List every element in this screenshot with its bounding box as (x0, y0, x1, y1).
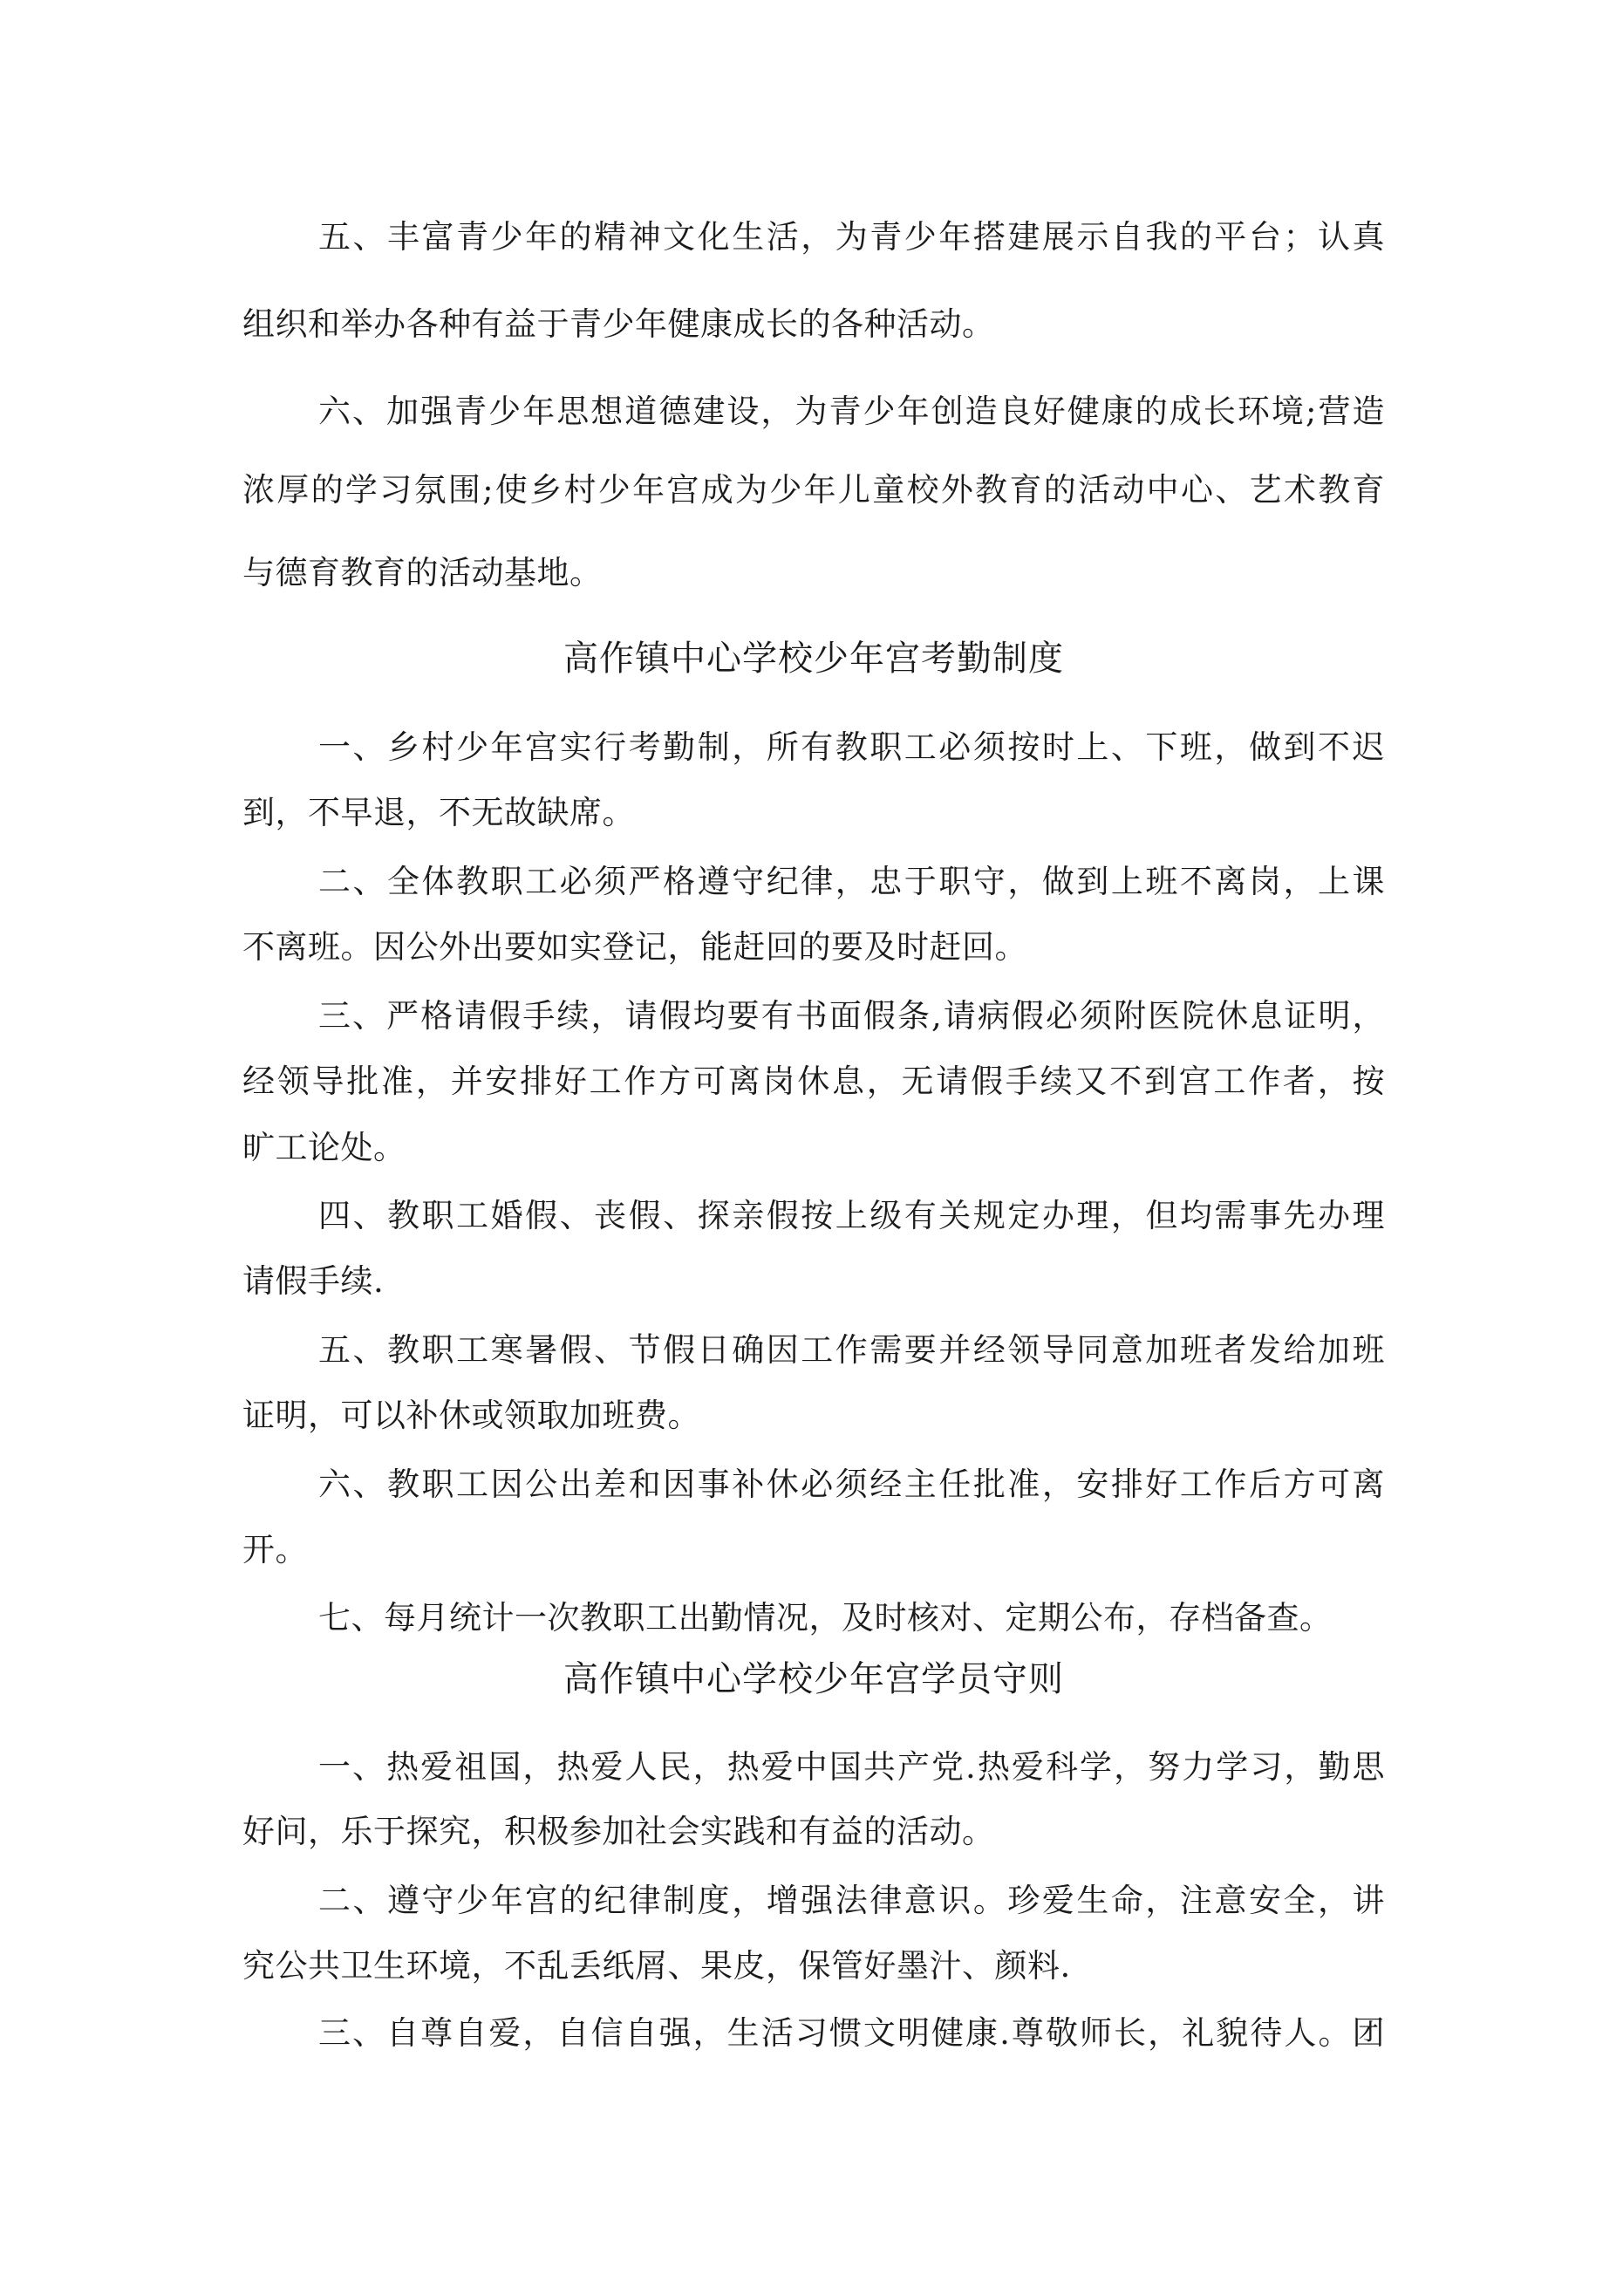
text-line: 一、乡村少年宫实行考勤制，所有教职工必须按时上、下班，做到不迟 (318, 728, 1385, 766)
text-line: 开。 (242, 1531, 308, 1568)
text-line: 二、遵守少年宫的纪律制度，增强法律意识。珍爱生命，注意安全，讲 (318, 1882, 1385, 1919)
text-line: 三、自尊自爱，自信自强，生活习惯文明健康.尊敬师长，礼貌待人。团 (318, 2014, 1385, 2052)
text-line: 四、教职工婚假、丧假、探亲假按上级有关规定办理，但均需事先办理 (318, 1197, 1385, 1234)
text-line: 七、每月统计一次教职工出勤情况，及时核对、定期公布，存档备查。 (318, 1599, 1333, 1637)
text-line: 六、教职工因公出差和因事补休必须经主任批准，安排好工作后方可离 (318, 1466, 1385, 1503)
text-line: 经领导批准，并安排好工作方可离岗休息，无请假手续又不到宫工作者，按 (242, 1063, 1385, 1100)
text-line: 五、丰富青少年的精神文化生活，为青少年搭建展示自我的平台；认真 (318, 218, 1385, 256)
text-line: 二、全体教职工必须严格遵守纪律，忠于职守，做到上班不离岗，上课 (318, 863, 1385, 900)
text-line: 旷工论处。 (242, 1129, 406, 1166)
text-line: 证明，可以补休或领取加班费。 (242, 1397, 700, 1434)
text-line: 浓厚的学习氛围;使乡村少年宫成为少年儿童校外教育的活动中心、艺术教育 (242, 471, 1385, 509)
section-title: 高作镇中心学校少年宫学员守则 (563, 1659, 1064, 1699)
text-line: 一、热爱祖国，热爱人民，热爱中国共产党.热爱科学，努力学习，勤思 (318, 1748, 1385, 1786)
text-line: 到，不早退，不无故缺席。 (242, 794, 635, 831)
text-line: 究公共卫生环境，不乱丢纸屑、果皮，保管好墨汁、颜料. (242, 1947, 1071, 1985)
text-line: 六、加强青少年思想道德建设，为青少年创造良好健康的成长环境;营造 (318, 393, 1385, 430)
text-line: 五、教职工寒暑假、节假日确因工作需要并经领导同意加班者发给加班 (318, 1331, 1385, 1369)
section-title: 高作镇中心学校少年宫考勤制度 (563, 639, 1064, 679)
text-line: 三、严格请假手续，请假均要有书面假条,请病假必须附医院休息证明， (318, 997, 1385, 1035)
text-line: 请假手续. (242, 1262, 385, 1300)
text-line: 与德育教育的活动基地。 (242, 554, 603, 591)
text-line: 组织和举办各种有益于青少年健康成长的各种活动。 (242, 305, 995, 343)
text-line: 好问，乐于探究，积极参加社会实践和有益的活动。 (242, 1813, 995, 1850)
text-line: 不离班。因公外出要如实登记，能赶回的要及时赶回。 (242, 928, 1027, 966)
